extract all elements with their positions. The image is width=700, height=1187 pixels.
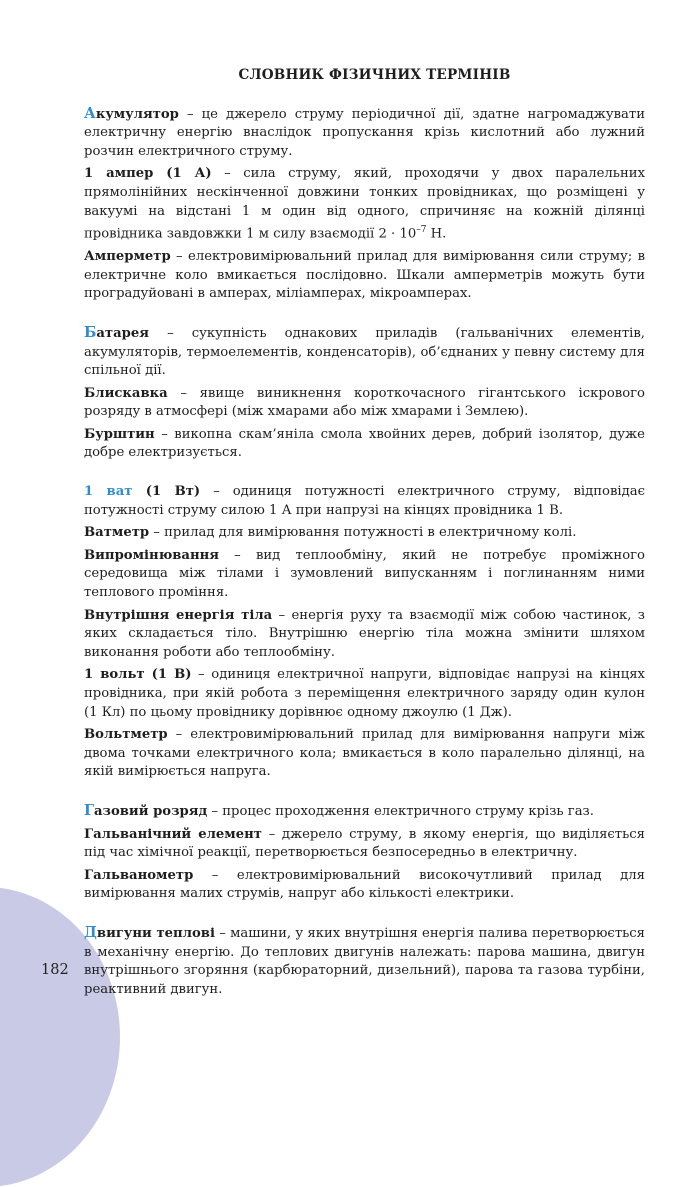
glossary-entry [84, 924, 645, 999]
glossary-entry [84, 726, 645, 782]
glossary-entry [84, 165, 645, 244]
entry-term: Випромінювання [84, 547, 219, 563]
entry-initial: Б [84, 323, 97, 341]
entry-definition: – енергія руху та взаємодії між собою частинок, з яких складається тіло. Внутрішню енергію тіла можна змінити шляхом виконання роботи або теплообміну. [84, 607, 646, 660]
entry-term: Блискавка [84, 385, 168, 401]
entry-definition: – викопна скам’яніла смола хвойних дерев, добрий ізолятор, дуже добре електризується. [84, 426, 645, 461]
entry-definition: – одиниця потужності електричного струму, відповідає потужності струму силою 1 А при напрузі на кінцях провідника 1 В. [84, 484, 645, 518]
entry-term: 1 вольт (1 В) [84, 667, 192, 683]
glossary-entry [84, 802, 645, 822]
entry-definition: – електровимірювальний прилад для вимірювання сили струму; в електричне коло вмикається послідовно. Шкали амперметрів можуть бути проградуйовані в амперах, міліамперах, мікроамперах. [84, 249, 645, 302]
exponent: –7 [416, 225, 427, 236]
glossary-entry [84, 426, 645, 463]
entry-term: Гальванічний елемент [84, 826, 262, 842]
glossary-entry [84, 105, 645, 162]
page-number: 182 [41, 962, 69, 978]
entry-term: 1 ампер (1 А) [84, 166, 212, 182]
entry-initial-term: 1 ват [84, 484, 133, 500]
entry-term: атарея [96, 325, 150, 341]
glossary-group-b [84, 324, 645, 463]
entry-definition: – електровимірювальний прилад для вимірювання напруги між двома точками електричного кола; вмикається в коло паралельно ділянці, на якій вимірюється напруга. [84, 727, 645, 780]
page-title: СЛОВНИК ФІЗИЧНИХ ТЕРМІНІВ [238, 67, 511, 83]
entry-definition: – прилад для вимірювання потужності в електричному колі. [149, 525, 577, 541]
entry-initial: Д [84, 923, 97, 941]
glossary-group-d [84, 924, 645, 999]
glossary-group-h [84, 802, 645, 904]
entry-definition: – сила струму, який, проходячи у двох паралельних прямолінійних нескінченної довжини тонких провідниках, що розміщені у вакуумі на відстані 1 м один від одного, спричиняє на кожній ділянці провідника завдовжки 1 м силу взаємодії 2 · 10 [84, 166, 646, 242]
entry-term: Внутрішня енергія тіла [84, 607, 273, 623]
glossary-entry [84, 867, 645, 904]
entry-definition: – електровимірювальний високочутливий прилад для вимірювання малих струмів, напруг або кількості електрики. [84, 867, 645, 902]
glossary-entry [84, 248, 645, 304]
entry-term: кумулятор [95, 106, 179, 122]
entry-term: Гальванометр [84, 867, 194, 883]
entry-term: Ватметр [84, 525, 150, 541]
entry-definition: – вид теплообміну, який не потребує проміжного середовища між тілами і зумовлений випусканням і поглинанням ними теплового проміння. [84, 547, 645, 601]
entry-initial: Г [84, 801, 95, 819]
entry-definition: – явище виникнення короткочасного гігантського іскрового розряду в атмосфері (між хмарами або між хмарами і Землею). [84, 385, 645, 420]
entry-definition: – сукупність однакових приладів (гальванічних елементів, акумуляторів, термоелементів, конденсаторів), об’єднаних у певну систему для спільної дії. [84, 325, 645, 379]
entry-initial: А [84, 104, 96, 122]
entry-term: Бурштин [84, 426, 155, 442]
entry-definition: – джерело струму, в якому енергія, що виділяється під час хімічної реакції, перетворюється безпосередньо в електричну. [84, 826, 645, 861]
entry-term: вигуни теплові [96, 925, 215, 941]
glossary-entry [84, 607, 645, 663]
entry-definition-end: Н. [426, 226, 447, 242]
glossary-entry [84, 666, 645, 722]
entry-definition: – процес проходження електричного струму крізь газ. [207, 803, 594, 819]
entry-term: (1 Вт) [132, 484, 201, 500]
entry-term: Амперметр [84, 249, 171, 265]
glossary-content [84, 66, 645, 1019]
glossary-entry [84, 547, 645, 603]
glossary-entry [84, 324, 645, 381]
glossary-entry [84, 483, 645, 520]
glossary-group-v [84, 483, 645, 782]
glossary-entry [84, 826, 645, 863]
glossary-group-a [84, 105, 645, 304]
glossary-entry [84, 385, 645, 422]
entry-definition: – машини, у яких внутрішня енергія палива перетворюється в механічну енергію. До теплових двигунів належать: парова машина, двигун внутрішнього згоряння (карбюраторний, дизельний), парова та газова турбіни, реактивний двигун. [84, 925, 646, 997]
entry-term: Вольтметр [84, 727, 168, 743]
glossary-entry [84, 524, 645, 543]
entry-definition: – одиниця електричної напруги, відповідає напрузі на кінцях провідника, при якій робота з переміщення електричного заряду один кулон (1 Кл) по цьому провіднику дорівнює одному джоулю (1 Дж). [84, 667, 645, 720]
entry-term: азовий розряд [94, 803, 208, 819]
entry-definition: – це джерело струму періодичної дії, здатне нагромаджувати електричну енергію внаслідок пропускання крізь кислотний або лужний розчин електричного струму. [84, 106, 645, 159]
